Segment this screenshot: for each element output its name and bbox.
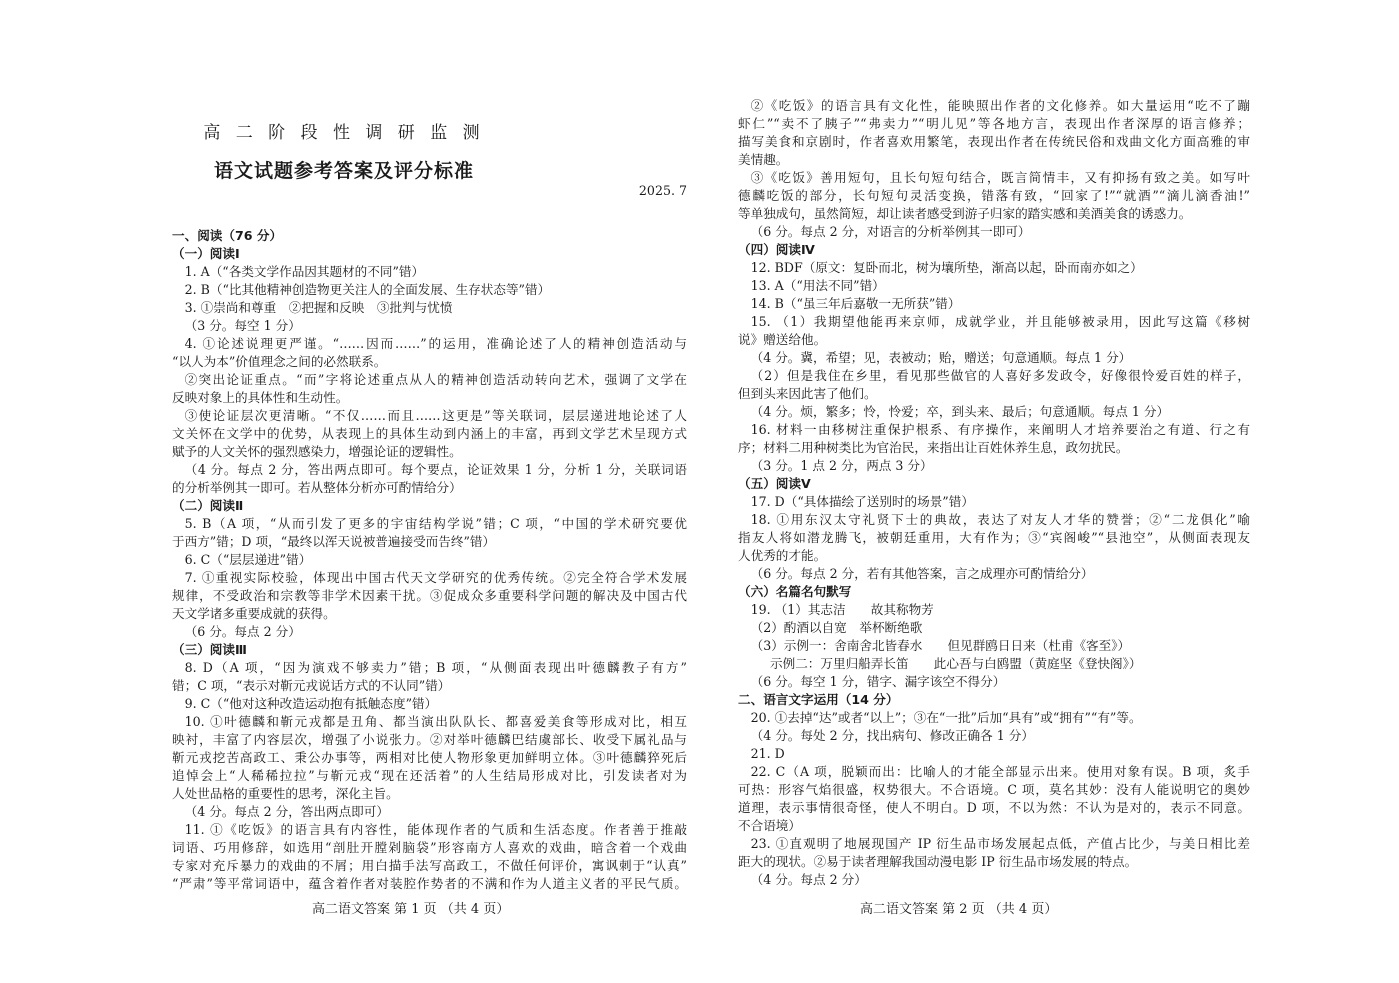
answer-line: ②《吃饭》的语言具有文化性，能映照出作者的文化修养。如大量运用“吃不了蹦 [750,98,1250,113]
answer-line: ②突出论证重点。“而”字将论述重点从人的精神创造活动转向艺术，强调了文学在 [184,372,687,387]
answer-line: 21. D [750,746,785,761]
subsection-heading: （三）阅读Ⅲ [172,642,247,657]
answer-line: 人优秀的才能。 [738,548,827,563]
answer-line: 20. ①去掉“达”或者“以上”；③在“一批”后加“具有”或“拥有”“有”等。 [750,710,1142,725]
answer-line: 1. A（“各类文学作品因其题材的不同”错） [184,264,425,279]
answer-line: 23. ①直观明了地展现国产 IP 衍生品市场发展起点低，产值占比少，与美日相比差 [750,836,1250,851]
answer-line: 17. D（“具体描绘了送别时的场景”错） [750,494,974,509]
subsection-heading: （一）阅读Ⅰ [172,246,240,261]
subsection-heading: （五）阅读Ⅴ [738,476,811,491]
page-2-column [738,0,1250,983]
answer-line: 文关怀在文学中的优势，从表现上的具体生动到内涵上的丰富，再到文学艺术呈现方式 [172,426,687,441]
answer-line: 8. D（A 项，“因为演戏不够卖力”错；B 项，“从侧面表现出叶德麟教子有方” [184,660,687,675]
answer-line: 的分析举例其一即可。若从整体分析亦可酌情给分） [172,480,462,495]
answer-line: 5. B（A 项，“从而引发了更多的宇宙结构学说”错；C 项，“中国的学术研究要优 [184,516,687,531]
answer-line: “严肃”等平常词语中，蕴含着作者对装腔作势者的不满和作为人道主义者的平民气质。 [172,876,687,891]
answer-line: （4 分。烦，繁多；怜，怜爱；卒，到头来、最后；句意通顺。每点 1 分） [750,404,1170,419]
answer-line: 词语、巧用修辞，如选用“剖肚开膛剁脑袋”形容南方人喜欢的戏曲，暗含着一个戏曲 [172,840,687,855]
answer-line: （4 分。冀，希望；见，表被动；贻，赠送；句意通顺。每点 1 分） [750,350,1132,365]
section-heading: 一、阅读（76 分） [172,228,283,243]
answer-line: 4. ①论述说理更严谨。“……因而……”的运用，准确论述了人的精神创造活动与 [184,336,687,351]
answer-line: 但到头来因此害了他们。 [738,386,877,401]
answer-line: （2）酌酒以自宽 举杯断绝歌 [750,620,923,635]
answer-line: （6 分。每点 2 分，对语言的分析举例其一即可） [750,224,1031,239]
answer-line: 12. BDF（原文：复卧而北，树为壤所垫，渐高以起，卧而南亦如之） [750,260,1143,275]
answer-line: 可热：形容气焰很盛，权势很大。不合语境。C 项，莫名其妙：没有人能说明它的奥妙 [738,782,1250,797]
answer-line: 14. B（“虽三年后嘉敬一无所获”错） [750,296,961,311]
answer-line: （6 分。每点 2 分） [184,624,301,639]
answer-line: （2）但是我住在乡里，看见那些做官的人喜好多发政令，好像很怜爱百姓的样子， [750,368,1250,383]
answer-line: ③使论证层次更清晰。“不仅……而且……这更是”等关联词，层层递进地论述了人 [184,408,687,423]
answer-line: 描写美食和京剧时，作者喜欢用繁笔，表现出作者在传统民俗和戏曲文化方面高雅的审 [738,134,1250,149]
answer-line: 映衬，丰富了内容层次，增强了小说张力。②对举叶德麟巴结虞部长、收受下属礼品与 [172,732,687,747]
answer-line: 10. ①叶德麟和靳元戎都是丑角、都当演出队队长、都喜爱美食等形成对比，相互 [184,714,687,729]
answer-line: 德麟吃饭的部分，长句短句灵活变换，错落有致，“回家了!”“就酒”“滴儿滴香油!” [738,188,1250,203]
answer-line: 说》赠送给他。 [738,332,827,347]
answer-line: 指友人将如潜龙腾飞，被朝廷重用，大有作为；③“宾阁峻”“县池空”，从侧面表现友 [738,530,1250,545]
section-heading: 二、语言文字运用（14 分） [738,692,899,707]
answer-line: 靳元戎挖苦高政工、秉公办事等，两相对比使人物形象更加鲜明立体。③叶德麟猝死后 [172,750,687,765]
page-title-main: 高 二 阶 段 性 调 研 监 测 [203,123,485,143]
answer-line: 15. （1）我期望他能再来京师，成就学业，并且能够被录用，因此写这篇《移树 [750,314,1250,329]
answer-line: （4 分。每处 2 分，找出病句、修改正确各 1 分） [750,728,1034,743]
answer-line: 3. ①崇尚和尊重 ②把握和反映 ③批判与忧愤 [184,300,453,315]
subsection-heading: （六）名篇名句默写 [738,584,852,599]
answer-line: 11. ①《吃饭》的语言具有内容性，能体现作者的气质和生活态度。作者善于推敲 [184,822,687,837]
answer-line: 虾仁”“卖不了胰子”“弗卖力”“明儿见”等各地方言，表现出作者深厚的语言修养； [738,116,1250,131]
page-footer: 高二语文答案 第 1 页 （共 4 页） [312,902,510,917]
answer-line: 专家对充斥暴力的戏曲的不屑；用白描手法写高政工，不做任何评价，寓讽刺于“认真” [172,858,687,873]
answer-line: 13. A（“用法不同”错） [750,278,885,293]
answer-line: 示例二：万里归船弄长笛 此心吾与白鸥盟（黄庭坚《登快阁》） [770,656,1142,671]
answer-line: 16. 材料一由移树注重保护根系、有序操作，来阐明人才培养要治之有道、行之有 [750,422,1250,437]
answer-line: 7. ①重视实际校验，体现出中国古代天文学研究的优秀传统。②完全符合学术发展 [184,570,687,585]
page-title-sub: 语文试题参考答案及评分标准 [213,160,474,182]
answer-line: 6. C（“层层递进”错） [184,552,312,567]
answer-line: （6 分。每点 2 分，若有其他答案，言之成理亦可酌情给分） [750,566,1094,581]
answer-line: 2. B（“比其他精神创造物更关注人的全面发展、生存状态等”错） [184,282,551,297]
subsection-heading: （四）阅读Ⅳ [738,242,815,257]
answer-line: 规律，不受政治和宗教等非学术因素干扰。③促成众多重要科学问题的解决及中国古代 [172,588,687,603]
answer-line: （3 分。1 点 2 分，两点 3 分） [750,458,933,473]
answer-line: 9. C（“他对这种改造运动抱有抵触态度”错） [184,696,438,711]
answer-line: 追悼会上“人稀稀拉拉”与靳元戎“现在还活着”的人生结局形成对比，引发读者对为 [172,768,687,783]
answer-line: 错；C 项，“表示对靳元戎说话方式的不认同”错） [172,678,451,693]
page-1-column [172,0,687,983]
answer-line: 天文学诸多重要成就的获得。 [172,606,336,621]
answer-line: 道理，表示事情很奇怪，使人不明白。D 项，不以为然：不认为是对的，表示不同意。 [738,800,1250,815]
answer-line: ③《吃饭》善用短句，且长句短句结合，既言简情丰，又有抑扬有致之美。如写叶 [750,170,1250,185]
answer-line: 反映对象上的具体性和生动性。 [172,390,349,405]
answer-line: （3 分。每空 1 分） [184,318,301,333]
date-label: 2025. 7 [638,183,687,198]
answer-line: 等单独成句，虽然简短，却让读者感受到游子归家的踏实感和美酒美食的诱惑力。 [738,206,1192,221]
answer-line: 于西方”错；D 项，“最终以浑天说被普遍接受而告终”错） [172,534,496,549]
answer-line: 距大的现状。②易于读者理解我国动漫电影 IP 衍生品市场发展的特点。 [738,854,1138,869]
answer-line: （4 分。每点 2 分，答出两点即可） [184,804,389,819]
answer-line: 人处世品格的重要性的思考，深化主旨。 [172,786,399,801]
answer-line: “以人为本”价值理念之间的必然联系。 [172,354,387,369]
answer-line: 不合语境） [738,818,801,833]
answer-line: 赋予的人文关怀的强烈感染力，增强论证的逻辑性。 [172,444,462,459]
answer-line: 22. C（A 项，脱颖而出：比喻人的才能全部显示出来。使用对象有误。B 项，炙手 [750,764,1250,779]
answer-line: （4 分。每点 2 分，答出两点即可。每个要点，论证效果 1 分，分析 1 分，关联词语 [184,462,687,477]
answer-line: （3）示例一：舍南舍北皆春水 但见群鸥日日来（杜甫《客至》） [750,638,1131,653]
answer-line: （6 分。每空 1 分，错字、漏字该空不得分） [750,674,1006,689]
answer-line: 19. （1）其志洁 故其称物芳 [750,602,934,617]
answer-line: 序；材料二用种树类比为官治民，来指出让百姓休养生息，政勿扰民。 [738,440,1129,455]
page-footer: 高二语文答案 第 2 页 （共 4 页） [860,902,1058,917]
subsection-heading: （二）阅读Ⅱ [172,498,244,513]
answer-line: 18. ①用东汉太守礼贤下士的典故，表达了对友人才华的赞誉；②“二龙俱化”喻 [750,512,1250,527]
answer-line: （4 分。每点 2 分） [750,872,867,887]
answer-line: 美情趣。 [738,152,789,167]
